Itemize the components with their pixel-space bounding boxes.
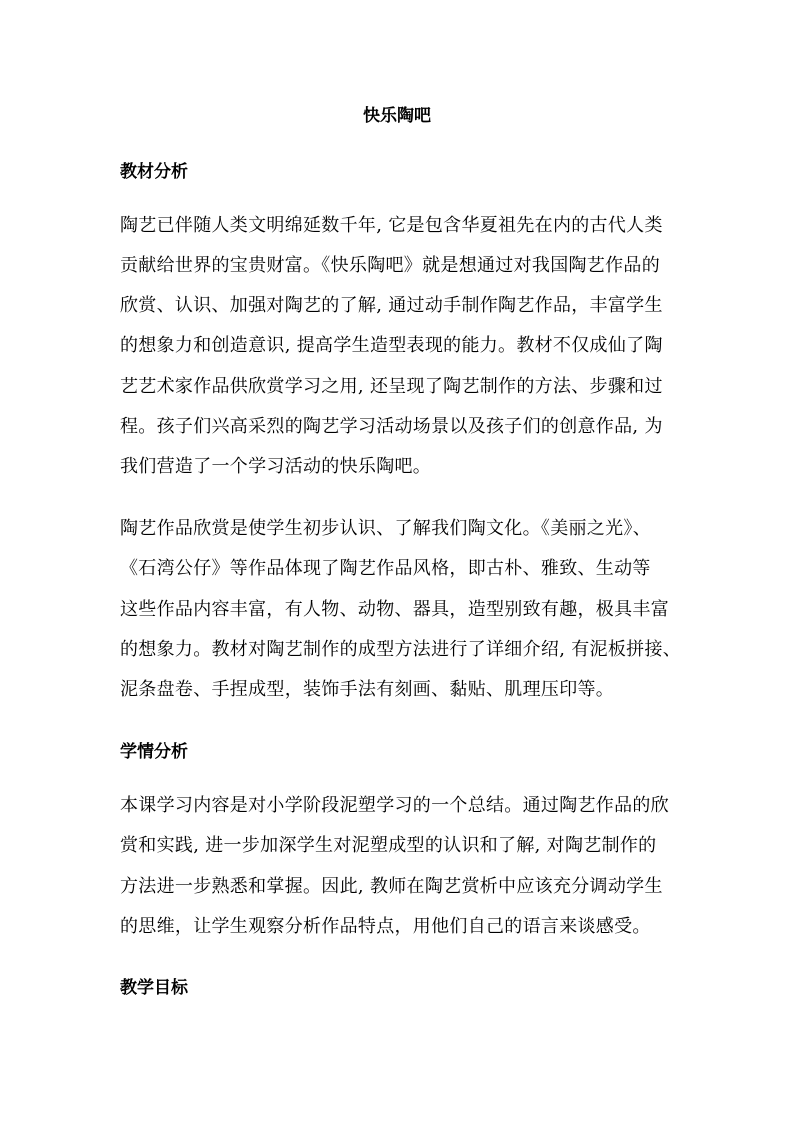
paragraph-line: 赏和实践, 进一步加深学生对泥塑成型的认识和了解, 对陶艺制作的 xyxy=(120,835,657,856)
paragraph-line: 方法进一步熟悉和掌握。因此, 教师在陶艺赏析中应该充分调动学生 xyxy=(120,876,663,897)
paragraph-line: 泥条盘卷、手捏成型，装饰手法有刻画、黏贴、肌理压印等。 xyxy=(120,679,615,700)
paragraph-line: 艺艺术家作品供欣赏学习之用, 还呈现了陶艺制作的方法、步骤和过 xyxy=(120,376,663,397)
paragraph-line: 欣赏、认识、加强对陶艺的了解, 通过动手制作陶艺作品，丰富学生 xyxy=(120,295,663,316)
paragraph-line: 这些作品内容丰富，有人物、动物、器具，造型别致有趣，极具丰富 xyxy=(120,599,669,620)
paragraph-line: 陶艺已伴随人类文明绵延数千年, 它是包含华夏祖先在内的古代人类 xyxy=(120,215,663,236)
paragraph-line: 《石湾公仔》等作品体现了陶艺作品风格，即古朴、雅致、生动等 xyxy=(120,558,651,579)
paragraph-line: 的思维，让学生观察分析作品特点，用他们自己的语言来谈感受。 xyxy=(120,916,651,937)
paragraph-line: 陶艺作品欣赏是使学生初步认识、了解我们陶文化。《美丽之光》、 xyxy=(120,518,651,539)
paragraph-line: 程。孩子们兴高采烈的陶艺学习活动场景以及孩子们的创意作品, 为 xyxy=(120,416,663,437)
section-heading-teaching-goals: 教学目标 xyxy=(120,978,188,998)
section-heading-student-analysis: 学情分析 xyxy=(120,742,188,762)
section-heading-textbook-analysis: 教材分析 xyxy=(120,162,188,182)
paragraph-line: 的想象力和创造意识, 提高学生造型表现的能力。教材不仅成仙了陶 xyxy=(120,335,663,356)
paragraph-line: 我们营造了一个学习活动的快乐陶吧。 xyxy=(120,456,432,477)
paragraph-line: 贡献给世界的宝贵财富。《快乐陶吧》就是想通过对我国陶艺作品的 xyxy=(120,255,660,276)
paragraph-line: 的想象力。教材对陶艺制作的成型方法进行了详细介绍, 有泥板拼接、 xyxy=(120,639,682,660)
document-title: 快乐陶吧 xyxy=(363,106,431,126)
paragraph-line: 本课学习内容是对小学阶段泥塑学习的一个总结。通过陶艺作品的欣 xyxy=(120,795,669,816)
